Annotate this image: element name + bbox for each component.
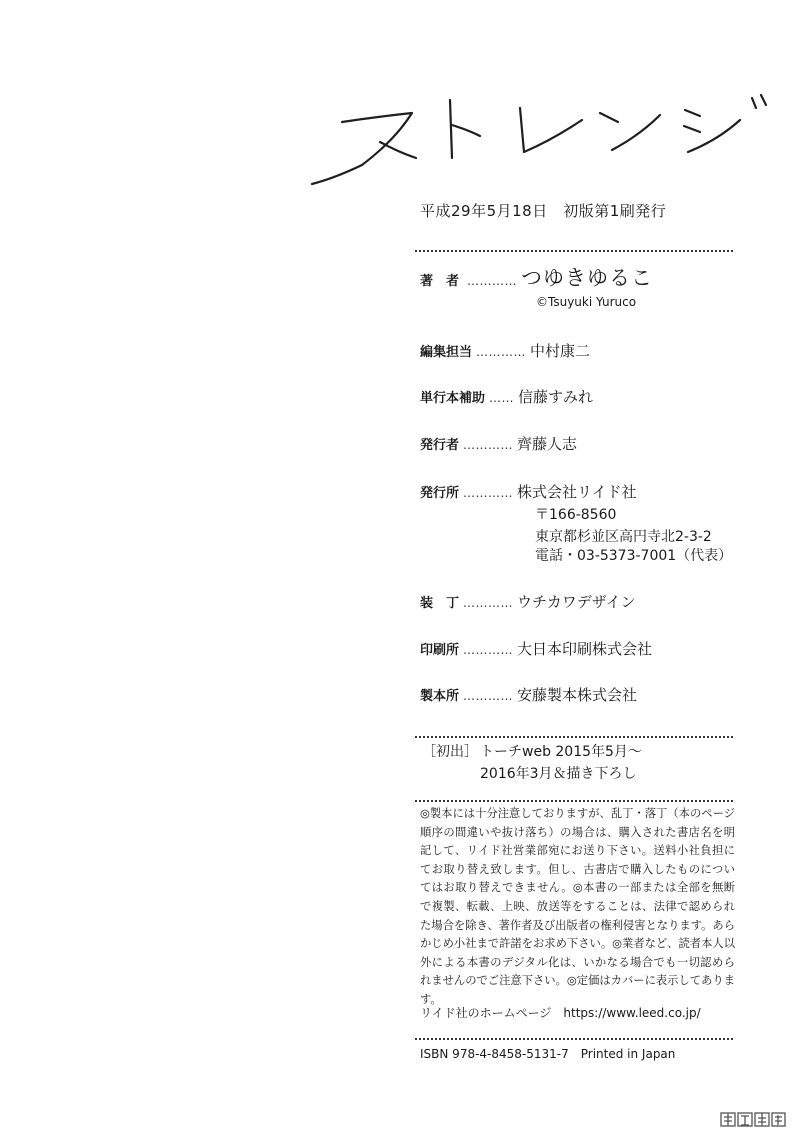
divider — [415, 1038, 733, 1040]
publisher-address: 東京都杉並区高円寺北2-3-2 — [535, 529, 712, 545]
credit-binder — [420, 684, 637, 705]
leader-dots: ………… — [463, 643, 514, 657]
homepage-line: リイド社のホームページ https://www.leed.co.jp/ — [420, 1006, 701, 1020]
assistant-label: 単行本補助 — [420, 391, 486, 406]
leader-dots: …… — [489, 391, 515, 405]
initial-publication-line1: トーチweb 2015年5月～ — [480, 744, 642, 760]
editor-label: 編集担当 — [420, 345, 473, 360]
leader-dots: ………… — [463, 689, 514, 703]
divider — [415, 250, 733, 252]
credit-assistant — [420, 386, 593, 407]
divider — [415, 736, 733, 738]
author-name: つゆきゆるこ — [521, 266, 654, 290]
publisher-person-label: 発行者 — [420, 438, 460, 453]
leader-dots: ………… — [467, 274, 518, 288]
design-name: ウチカワデザイン — [517, 593, 636, 611]
design-label: 装 丁 — [420, 596, 460, 611]
legal-notice-text: ◎製本には十分注意しておりますが、乱丁・落丁（本のページ順序の間違いや抜け落ち）の場合は、購入された書店名を明記して、リイド社営業部宛にお送り下さい。送料小社負担にてお取り替え致します。但し、古書店で購入したものについてはお取り替えできません。◎本書の一部または全部を無断で複製、転載、上映、放送等をすることは、法律で認められた場合を除き、著作者及び出版者の権利侵害となります。あらかじめ小社まで許諾をお求め下さい。◎業者など、読者本人以外による本書のデジタル化は、いかなる場合でも一切認められませんのでご注意下さい。◎定価はカバーに表示してあります。 — [420, 807, 735, 1006]
binder-name: 安藤製本株式会社 — [517, 686, 638, 704]
publisher-label: 発行所 — [420, 486, 460, 501]
copyright-notice: ©Tsuyuki Yuruco — [536, 295, 637, 309]
publisher-postal: 〒166-8560 — [535, 507, 617, 523]
credit-editor — [420, 340, 590, 361]
leader-dots: ………… — [463, 596, 514, 610]
isbn-line: ISBN 978-4-8458-5131-7 Printed in Japan — [420, 1047, 676, 1061]
printer-label: 印刷所 — [420, 643, 460, 658]
credit-author — [420, 262, 653, 292]
credit-publisher-person — [420, 433, 577, 454]
edition-line: 平成29年5月18日 初版第1刷発行 — [420, 202, 667, 220]
publisher-name: 株式会社リイド社 — [517, 483, 637, 501]
credit-publisher — [420, 481, 637, 502]
divider — [415, 800, 733, 802]
author-label: 著 者 — [420, 274, 460, 289]
title-logo — [300, 80, 780, 190]
watermark-logo — [720, 1110, 786, 1128]
binder-label: 製本所 — [420, 689, 460, 704]
legal-notice — [420, 805, 735, 1010]
credit-printer — [420, 638, 652, 659]
initial-publication-line2: 2016年3月＆描き下ろし — [480, 766, 637, 782]
initial-publication-label: ［初出］ — [422, 744, 478, 760]
assistant-name: 信藤すみれ — [518, 388, 594, 406]
printer-name: 大日本印刷株式会社 — [517, 640, 653, 658]
publisher-phone: 電話・03-5373-7001（代表） — [535, 548, 733, 564]
leader-dots: ………… — [463, 486, 514, 500]
editor-name: 中村康二 — [530, 342, 591, 360]
initial-publication — [422, 741, 642, 785]
leader-dots: ………… — [476, 345, 527, 359]
publisher-person-name: 齊藤人志 — [517, 435, 578, 453]
credit-design — [420, 591, 636, 612]
leader-dots: ………… — [463, 438, 514, 452]
